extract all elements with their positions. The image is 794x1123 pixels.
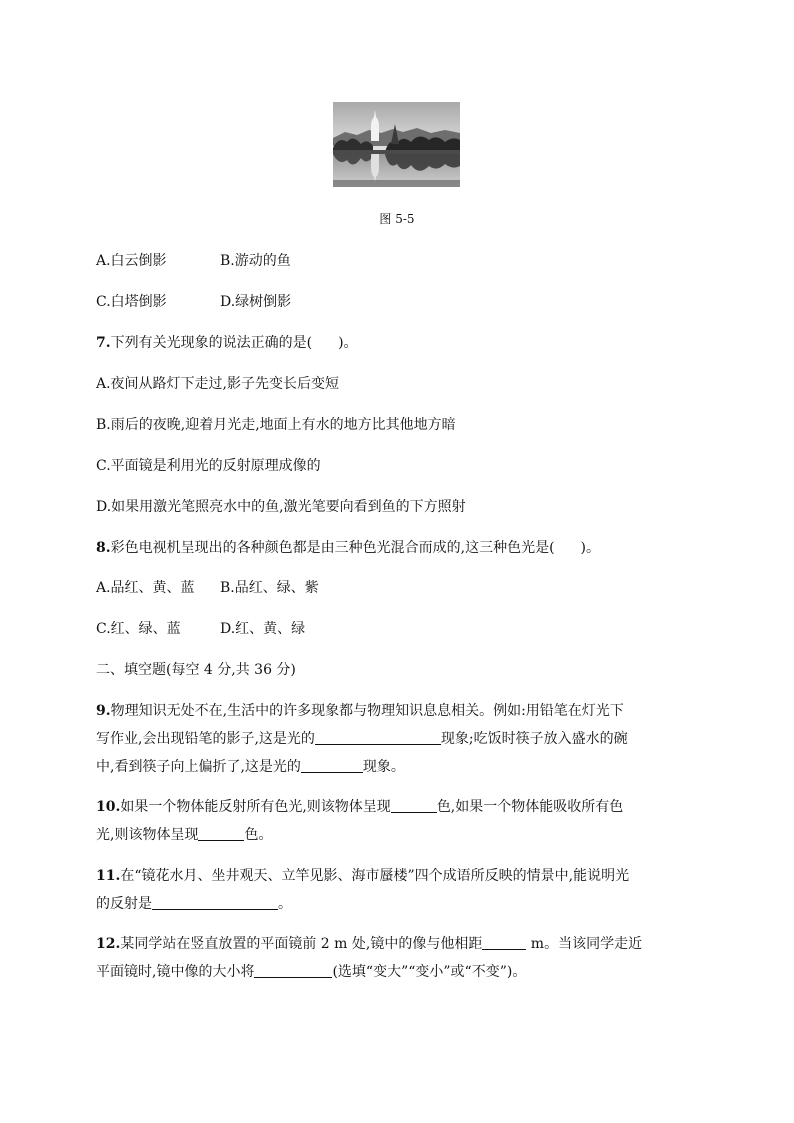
q7-stem <box>96 333 358 353</box>
q12-text-1b: m。当该同学走近 <box>526 936 643 952</box>
q12-number: 12. <box>96 936 121 952</box>
q8-stem-text: 彩色电视机呈现出的各种颜色都是由三种色光混合而成的,这三种色光是( <box>110 540 555 556</box>
q7-option-b[interactable]: B.雨后的夜晚,迎着月光走,地面上有水的地方比其他地方暗 <box>96 417 456 433</box>
q8-option-d[interactable]: D.红、黄、绿 <box>220 621 306 637</box>
q9-number: 9. <box>96 703 111 719</box>
section-fill-in-title: 二、填空题(每空 4 分,共 36 分) <box>96 662 296 678</box>
q10-text-1a: 如果一个物体能反射所有色光,则该物体呈现 <box>120 799 391 815</box>
q7-option-d[interactable]: D.如果用激光笔照亮水中的鱼,激光笔要向看到鱼的下方照射 <box>96 499 466 515</box>
q12-text-2b: (选填“变大”“变小”或“不变”)。 <box>332 964 527 980</box>
q6-option-a[interactable]: A.白云倒影 <box>96 253 167 269</box>
q9-text-1: 物理知识无处不在,生活中的许多现象都与物理知识息息相关。例如:用铅笔在灯光下 <box>110 703 624 719</box>
q9-text-2b: 现象;吃饭时筷子放入盛水的碗 <box>440 731 628 747</box>
q9-blank-1[interactable] <box>315 730 441 745</box>
q12-line-2 <box>96 962 526 982</box>
q12-blank-1[interactable] <box>482 935 526 950</box>
q10-number: 10. <box>96 799 121 815</box>
q8-stem-end: )。 <box>580 540 601 556</box>
q12-blank-2[interactable] <box>254 963 332 978</box>
q11-text-1: 在“镜花水月、坐井观天、立竿见影、海市蜃楼”四个成语所反映的情景中,能说明光 <box>120 868 630 884</box>
q12-text-1a: 某同学站在竖直放置的平面镜前 2 m 处,镜中的像与他相距 <box>120 936 483 952</box>
q6-option-d[interactable]: D.绿树倒影 <box>220 294 292 310</box>
q11-blank[interactable] <box>152 895 278 910</box>
q7-option-a[interactable]: A.夜间从路灯下走过,影子先变长后变短 <box>96 376 340 392</box>
q7-stem-text: 下列有关光现象的说法正确的是( <box>110 335 313 351</box>
q7-option-c[interactable]: C.平面镜是利用光的反射原理成像的 <box>96 458 321 474</box>
pagoda-lake-photo <box>333 102 460 187</box>
q9-text-3b: 现象。 <box>362 759 405 775</box>
q11-number: 11. <box>96 868 121 884</box>
q12-line-1 <box>96 934 642 954</box>
q9-line-2 <box>96 729 628 749</box>
q6-option-b[interactable]: B.游动的鱼 <box>220 253 291 269</box>
q6-option-c[interactable]: C.白塔倒影 <box>96 294 167 310</box>
q7-stem-end: )。 <box>338 335 358 351</box>
q7-number: 7. <box>96 335 111 351</box>
q6-options-row-1 <box>96 251 167 271</box>
q9-text-2a: 写作业,会出现铅笔的影子,这是光的 <box>96 731 315 747</box>
q9-line-1 <box>96 701 624 721</box>
q12-text-2a: 平面镜时,镜中像的大小将 <box>96 964 255 980</box>
q10-line-1 <box>96 797 623 817</box>
q10-blank-2[interactable] <box>198 826 244 841</box>
q11-line-1 <box>96 866 629 886</box>
q9-line-3 <box>96 757 405 777</box>
q8-stem <box>96 538 600 558</box>
q9-text-3a: 中,看到筷子向上偏折了,这是光的 <box>96 759 301 775</box>
pagoda-lake-image <box>333 102 460 187</box>
q8-option-c[interactable]: C.红、绿、蓝 <box>96 621 181 637</box>
q11-line-2 <box>96 894 292 914</box>
q8-option-b[interactable]: B.品红、绿、紫 <box>220 580 319 596</box>
q10-text-2b: 色。 <box>244 827 273 843</box>
q10-line-2 <box>96 825 272 845</box>
q9-blank-2[interactable] <box>301 758 363 773</box>
q10-text-2a: 光,则该物体呈现 <box>96 827 199 843</box>
q11-text-2b: 。 <box>278 896 292 912</box>
q11-text-2a: 的反射是 <box>96 896 152 912</box>
q10-blank-1[interactable] <box>391 798 437 813</box>
q8-option-a[interactable]: A.品红、黄、蓝 <box>96 580 195 596</box>
q8-number: 8. <box>96 540 111 556</box>
q10-text-1b: 色,如果一个物体能吸收所有色 <box>436 799 624 815</box>
figure-caption: 图 5-5 <box>379 212 415 226</box>
